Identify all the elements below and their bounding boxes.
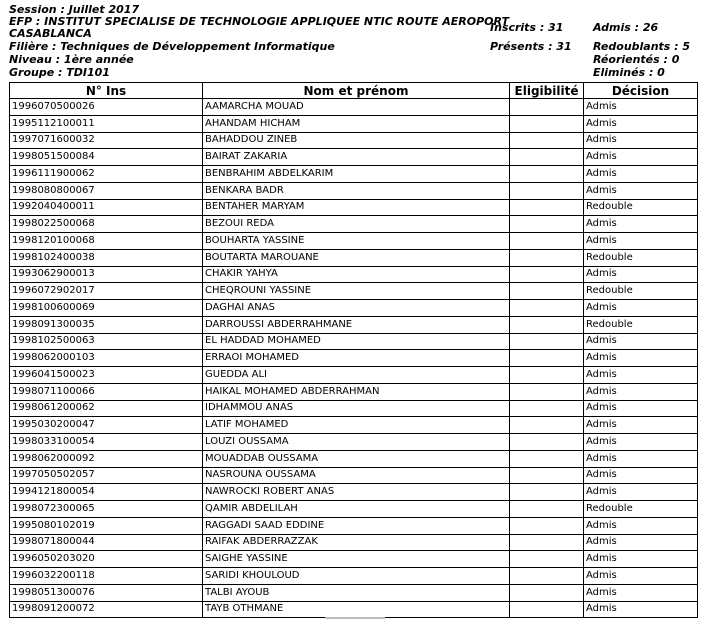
table-row: [10, 149, 698, 166]
efp-label-line2: CASABLANCA: [9, 27, 92, 40]
cell-numero: 1995112100011: [10, 115, 203, 132]
col-header-nom: Nom et prénom: [203, 83, 510, 99]
cell-eligibilite: [510, 99, 584, 116]
cell-decision: Admis: [584, 300, 698, 317]
cell-eligibilite: [510, 316, 584, 333]
cell-eligibilite: [510, 233, 584, 250]
cell-nom: CHEQROUNI YASSINE: [203, 283, 510, 300]
cell-decision: Admis: [584, 568, 698, 585]
filiere-label: Filière : Techniques de Développement Informatique: [9, 40, 335, 53]
table-row: [10, 216, 698, 233]
table-row: [10, 584, 698, 601]
cell-nom: MOUADDAB OUSSAMA: [203, 450, 510, 467]
col-header-decision: Décision: [584, 83, 698, 99]
table-row: [10, 283, 698, 300]
cell-decision: Admis: [584, 367, 698, 384]
cell-nom: GUEDDA ALI: [203, 367, 510, 384]
cell-numero: 1998071800044: [10, 534, 203, 551]
inscrits-count: Inscrits : 31: [490, 21, 564, 34]
cell-numero: 1998062000103: [10, 350, 203, 367]
cell-decision: Admis: [584, 216, 698, 233]
cell-decision: Admis: [584, 467, 698, 484]
cell-numero: 1998091200072: [10, 601, 203, 618]
cell-numero: 1998080800067: [10, 182, 203, 199]
page-footer-fragment: [325, 614, 385, 620]
cell-nom: TALBI AYOUB: [203, 584, 510, 601]
cell-numero: 1995030200047: [10, 417, 203, 434]
cell-numero: 1996072902017: [10, 283, 203, 300]
cell-nom: ERRAOI MOHAMED: [203, 350, 510, 367]
groupe-label: Groupe : TDI101: [9, 66, 110, 79]
cell-nom: DAGHAI ANAS: [203, 300, 510, 317]
cell-nom: BENBRAHIM ABDELKARIM: [203, 166, 510, 183]
table-row: [10, 501, 698, 518]
cell-decision: Admis: [584, 517, 698, 534]
cell-decision: Admis: [584, 417, 698, 434]
cell-nom: BEZOUI REDA: [203, 216, 510, 233]
cell-eligibilite: [510, 182, 584, 199]
table-row: [10, 115, 698, 132]
table-row: [10, 333, 698, 350]
session-label: Session : Juillet 2017: [9, 3, 140, 16]
cell-nom: IDHAMMOU ANAS: [203, 400, 510, 417]
cell-nom: LOUZI OUSSAMA: [203, 434, 510, 451]
cell-nom: RAGGADI SAAD EDDINE: [203, 517, 510, 534]
cell-eligibilite: [510, 383, 584, 400]
cell-decision: Admis: [584, 534, 698, 551]
cell-numero: 1998061200062: [10, 400, 203, 417]
cell-decision: Admis: [584, 132, 698, 149]
table-row: [10, 400, 698, 417]
cell-numero: 1998051300076: [10, 584, 203, 601]
cell-decision: Redouble: [584, 283, 698, 300]
cell-numero: 1998120100068: [10, 233, 203, 250]
cell-eligibilite: [510, 467, 584, 484]
cell-decision: Redouble: [584, 316, 698, 333]
cell-numero: 1997071600032: [10, 132, 203, 149]
table-row: [10, 534, 698, 551]
table-header-row: [10, 83, 698, 99]
table-row: [10, 434, 698, 451]
cell-decision: Admis: [584, 333, 698, 350]
results-table: [9, 82, 698, 618]
cell-eligibilite: [510, 132, 584, 149]
table-row: [10, 568, 698, 585]
table-row: [10, 249, 698, 266]
cell-decision: Admis: [584, 149, 698, 166]
table-row: [10, 417, 698, 434]
cell-nom: CHAKIR YAHYA: [203, 266, 510, 283]
cell-decision: Redouble: [584, 199, 698, 216]
cell-eligibilite: [510, 568, 584, 585]
cell-decision: Admis: [584, 601, 698, 618]
cell-nom: AHANDAM HICHAM: [203, 115, 510, 132]
cell-decision: Admis: [584, 266, 698, 283]
cell-eligibilite: [510, 584, 584, 601]
table-row: [10, 367, 698, 384]
cell-numero: 1998033100054: [10, 434, 203, 451]
table-row: [10, 266, 698, 283]
cell-eligibilite: [510, 484, 584, 501]
presents-count: Présents : 31: [490, 40, 572, 53]
cell-eligibilite: [510, 434, 584, 451]
cell-numero: 1998100600069: [10, 300, 203, 317]
efp-label-line1: EFP : INSTITUT SPECIALISE DE TECHNOLOGIE APPLIQUEE NTIC ROUTE AEROPORT: [9, 15, 509, 28]
col-header-numero: N° Ins: [10, 83, 203, 99]
cell-decision: Admis: [584, 182, 698, 199]
cell-nom: RAIFAK ABDERRAZZAK: [203, 534, 510, 551]
cell-decision: Admis: [584, 551, 698, 568]
cell-numero: 1996041500023: [10, 367, 203, 384]
cell-nom: SAIGHE YASSINE: [203, 551, 510, 568]
table-row: [10, 484, 698, 501]
cell-decision: Admis: [584, 584, 698, 601]
cell-eligibilite: [510, 300, 584, 317]
table-row: [10, 182, 698, 199]
cell-nom: NASROUNA OUSSAMA: [203, 467, 510, 484]
table-row: [10, 383, 698, 400]
cell-numero: 1996050203020: [10, 551, 203, 568]
cell-decision: Admis: [584, 115, 698, 132]
cell-numero: 1998022500068: [10, 216, 203, 233]
cell-eligibilite: [510, 417, 584, 434]
cell-decision: Admis: [584, 484, 698, 501]
cell-eligibilite: [510, 199, 584, 216]
cell-nom: TAYB OTHMANE: [203, 601, 510, 618]
cell-nom: QAMIR ABDELILAH: [203, 501, 510, 518]
cell-nom: EL HADDAD MOHAMED: [203, 333, 510, 350]
cell-eligibilite: [510, 266, 584, 283]
cell-eligibilite: [510, 517, 584, 534]
cell-numero: 1998102500063: [10, 333, 203, 350]
cell-eligibilite: [510, 166, 584, 183]
cell-numero: 1998071100066: [10, 383, 203, 400]
cell-nom: BENKARA BADR: [203, 182, 510, 199]
table-row: [10, 199, 698, 216]
cell-decision: Admis: [584, 166, 698, 183]
cell-decision: Admis: [584, 434, 698, 451]
cell-eligibilite: [510, 450, 584, 467]
cell-numero: 1997050502057: [10, 467, 203, 484]
table-row: [10, 166, 698, 183]
table-row: [10, 467, 698, 484]
cell-nom: AAMARCHA MOUAD: [203, 99, 510, 116]
table-row: [10, 517, 698, 534]
cell-eligibilite: [510, 350, 584, 367]
cell-nom: SARIDI KHOULOUD: [203, 568, 510, 585]
table-row: [10, 350, 698, 367]
table-row: [10, 450, 698, 467]
cell-eligibilite: [510, 534, 584, 551]
cell-nom: BOUHARTA YASSINE: [203, 233, 510, 250]
cell-numero: 1992040400011: [10, 199, 203, 216]
cell-decision: Admis: [584, 450, 698, 467]
cell-decision: Admis: [584, 350, 698, 367]
cell-nom: NAWROCKI ROBERT ANAS: [203, 484, 510, 501]
cell-decision: Admis: [584, 99, 698, 116]
table-row: [10, 99, 698, 116]
cell-nom: HAIKAL MOHAMED ABDERRAHMAN: [203, 383, 510, 400]
cell-eligibilite: [510, 601, 584, 618]
niveau-label: Niveau : 1ère année: [9, 53, 134, 66]
reorientes-count: Réorientés : 0: [593, 53, 680, 66]
cell-eligibilite: [510, 115, 584, 132]
table-row: [10, 233, 698, 250]
cell-nom: BAIRAT ZAKARIA: [203, 149, 510, 166]
cell-numero: 1998072300065: [10, 501, 203, 518]
cell-eligibilite: [510, 333, 584, 350]
cell-numero: 1998051500084: [10, 149, 203, 166]
cell-eligibilite: [510, 249, 584, 266]
table-body: [10, 99, 698, 618]
cell-numero: 1993062900013: [10, 266, 203, 283]
cell-eligibilite: [510, 551, 584, 568]
elimines-count: Eliminés : 0: [593, 66, 665, 79]
cell-eligibilite: [510, 216, 584, 233]
cell-decision: Redouble: [584, 501, 698, 518]
cell-numero: 1998062000092: [10, 450, 203, 467]
cell-eligibilite: [510, 501, 584, 518]
cell-eligibilite: [510, 283, 584, 300]
admis-count: Admis : 26: [593, 21, 659, 34]
cell-numero: 1996032200118: [10, 568, 203, 585]
cell-nom: DARROUSSI ABDERRAHMANE: [203, 316, 510, 333]
table-row: [10, 316, 698, 333]
cell-decision: Admis: [584, 233, 698, 250]
cell-decision: Admis: [584, 383, 698, 400]
cell-numero: 1998102400038: [10, 249, 203, 266]
cell-eligibilite: [510, 367, 584, 384]
cell-numero: 1996070500026: [10, 99, 203, 116]
cell-eligibilite: [510, 149, 584, 166]
table-row: [10, 300, 698, 317]
cell-eligibilite: [510, 400, 584, 417]
redoublants-count: Redoublants : 5: [593, 40, 691, 53]
cell-nom: BENTAHER MARYAM: [203, 199, 510, 216]
cell-nom: BOUTARTA MAROUANE: [203, 249, 510, 266]
cell-numero: 1996111900062: [10, 166, 203, 183]
table-row: [10, 551, 698, 568]
cell-numero: 1994121800054: [10, 484, 203, 501]
cell-decision: Admis: [584, 400, 698, 417]
cell-numero: 1995080102019: [10, 517, 203, 534]
cell-numero: 1998091300035: [10, 316, 203, 333]
cell-decision: Redouble: [584, 249, 698, 266]
cell-nom: LATIF MOHAMED: [203, 417, 510, 434]
table-row: [10, 132, 698, 149]
col-header-eligibilite: Eligibilité: [510, 83, 584, 99]
cell-nom: BAHADDOU ZINEB: [203, 132, 510, 149]
